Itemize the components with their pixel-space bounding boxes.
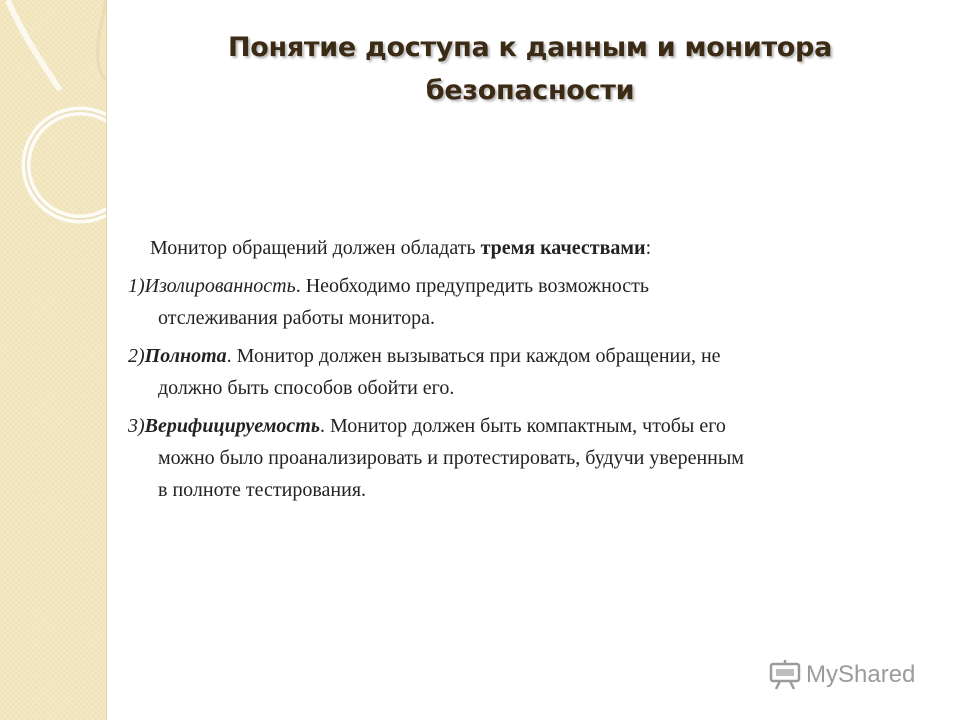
title-line-1: Понятие доступа к данным и монитора (227, 32, 832, 63)
item-term: Верифицируемость (144, 415, 320, 437)
list-item-3 (128, 410, 943, 506)
intro-bold: тремя качествами (480, 237, 646, 259)
intro-text: Монитор обращений должен обладать (150, 237, 481, 259)
item-text-continued: отслеживания работы монитора. (158, 307, 436, 329)
list-item-1 (128, 270, 943, 334)
intro-end: : (645, 237, 652, 259)
item-term: Полнота (144, 345, 227, 367)
item-text-continued-2: в полноте тестирования. (158, 479, 367, 501)
item-text: . Монитор должен быть компактным, чтобы его (319, 415, 726, 437)
slide-title (150, 26, 910, 112)
title-line-2: безопасности (425, 75, 635, 107)
item-number: 2) (128, 345, 145, 367)
list-item-2 (128, 340, 943, 404)
item-term: Изолированность (144, 275, 296, 297)
watermark-text: MyShared (806, 661, 916, 688)
item-number: 1) (128, 275, 145, 297)
decorative-sidebar (0, 0, 107, 720)
myshared-watermark (768, 658, 915, 692)
item-text: . Необходимо предупредить возможность (295, 275, 650, 297)
item-text-continued: должно быть способов обойти его. (158, 377, 455, 399)
intro-paragraph (128, 232, 943, 264)
presentation-board-icon (768, 660, 802, 690)
item-text: . Монитор должен вызываться при каждом обращении, не (226, 345, 721, 367)
slide-body (128, 232, 943, 512)
item-number: 3) (128, 415, 145, 437)
item-text-continued: можно было проанализировать и протестировать, будучи уверенным (158, 447, 744, 469)
decorative-circles (0, 0, 106, 260)
